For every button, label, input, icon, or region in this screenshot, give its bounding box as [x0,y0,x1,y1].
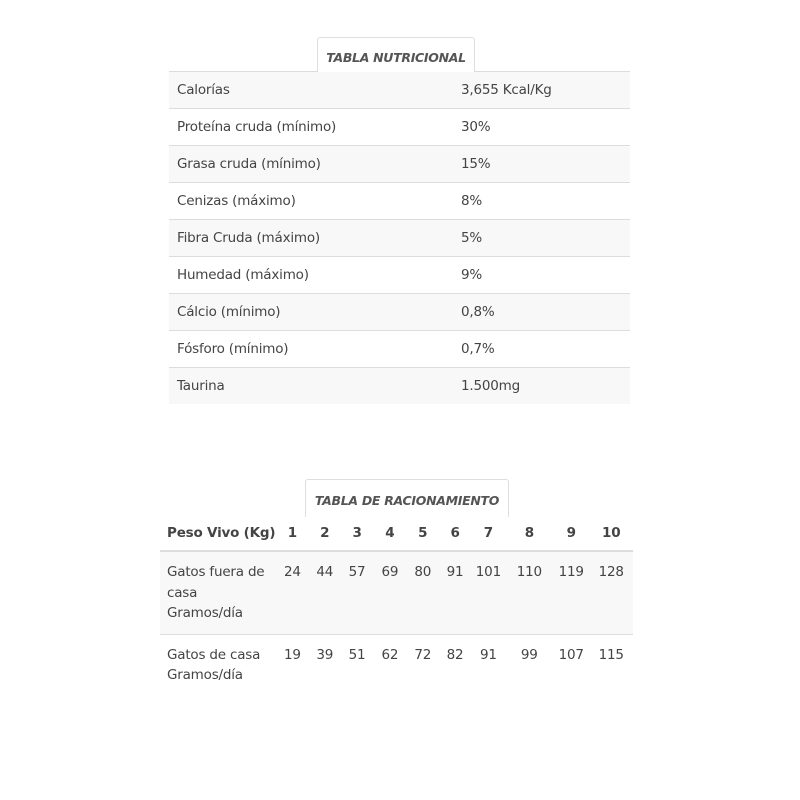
ration-value-cell: 91 [479,646,497,663]
ration-row-label-line: Gatos fuera de [167,564,265,580]
ration-value-cell: 44 [309,551,341,634]
ration-value-cell: 69 [373,551,406,634]
nutrient-value: 1.500mg [453,368,630,405]
ration-value-cell: 110 [506,551,554,634]
nutrient-label: Humedad (máximo) [169,257,453,294]
nutrient-value: 0,7% [453,331,630,368]
table-row [160,551,633,634]
ration-value-cell: 51 [348,646,366,663]
ration-value-cell: 119 [553,551,589,634]
table-row [169,220,630,257]
weight-header-cell: 1 [276,516,308,551]
nutritional-table [169,71,630,404]
table-row [160,634,633,696]
table-row [169,146,630,183]
nutrient-value: 5% [453,220,630,257]
weight-header-cell: 9 [553,516,589,551]
nutrient-label: Fósforo (mínimo) [169,331,453,368]
weight-header-cell: 4 [373,516,406,551]
weight-header-cell: 3 [341,516,373,551]
nutrient-label: Cálcio (mínimo) [169,294,453,331]
table-row [169,257,630,294]
nutrient-value: 30% [453,109,630,146]
ration-row-label [160,551,276,634]
ration-value-cell: 82 [446,646,464,663]
nutrient-label: Taurina [169,368,453,405]
ration-value-cell: 62 [381,646,399,663]
rationing-table [160,516,633,696]
table-row [169,331,630,368]
weight-header-cell: 8 [506,516,554,551]
weight-header-cell: 7 [471,516,505,551]
ration-row-label [160,634,276,696]
table-row [169,294,630,331]
table-row [169,72,630,109]
ration-value-cell: 39 [316,646,334,663]
ration-value-cell: 80 [407,551,439,634]
nutrient-label: Cenizas (máximo) [169,183,453,220]
ration-value-cell: 91 [439,551,471,634]
ration-row-label-line: Gramos/día [167,605,243,621]
weight-header-cell: 5 [407,516,439,551]
rationing-header-row [160,516,633,551]
ration-row-label-line: casa [167,584,198,601]
weight-header-cell: 6 [439,516,471,551]
table-row [169,368,630,405]
nutritional-table-tab: TABLA NUTRICIONAL [317,37,475,72]
ration-value-cell: 72 [414,646,432,663]
ration-value-cell: 115 [598,646,624,663]
rationing-table-tab: TABLA DE RACIONAMIENTO [305,479,509,517]
ration-value-cell: 57 [341,551,373,634]
weight-header-cell: 10 [589,516,633,551]
ration-value-cell: 24 [276,551,308,634]
ration-row-label-line: Gatos de casa [167,646,261,663]
nutrient-value: 3,655 Kcal/Kg [453,72,630,109]
ration-value-cell: 107 [558,646,584,663]
weight-header-label: Peso Vivo (Kg) [160,516,276,551]
ration-value-cell: 19 [283,646,301,663]
table-row [169,183,630,220]
nutrient-label: Calorías [169,72,453,109]
nutrient-label: Proteína cruda (mínimo) [169,109,453,146]
ration-row-label-line: Gramos/día [167,667,243,683]
nutrient-value: 9% [453,257,630,294]
ration-value-cell: 99 [520,646,538,663]
ration-value-cell: 101 [471,551,505,634]
weight-header-cell: 2 [309,516,341,551]
nutrient-label: Fibra Cruda (máximo) [169,220,453,257]
nutrient-value: 8% [453,183,630,220]
ration-value-cell: 128 [589,551,633,634]
nutrient-label: Grasa cruda (mínimo) [169,146,453,183]
nutrient-value: 0,8% [453,294,630,331]
table-row [169,109,630,146]
nutrient-value: 15% [453,146,630,183]
